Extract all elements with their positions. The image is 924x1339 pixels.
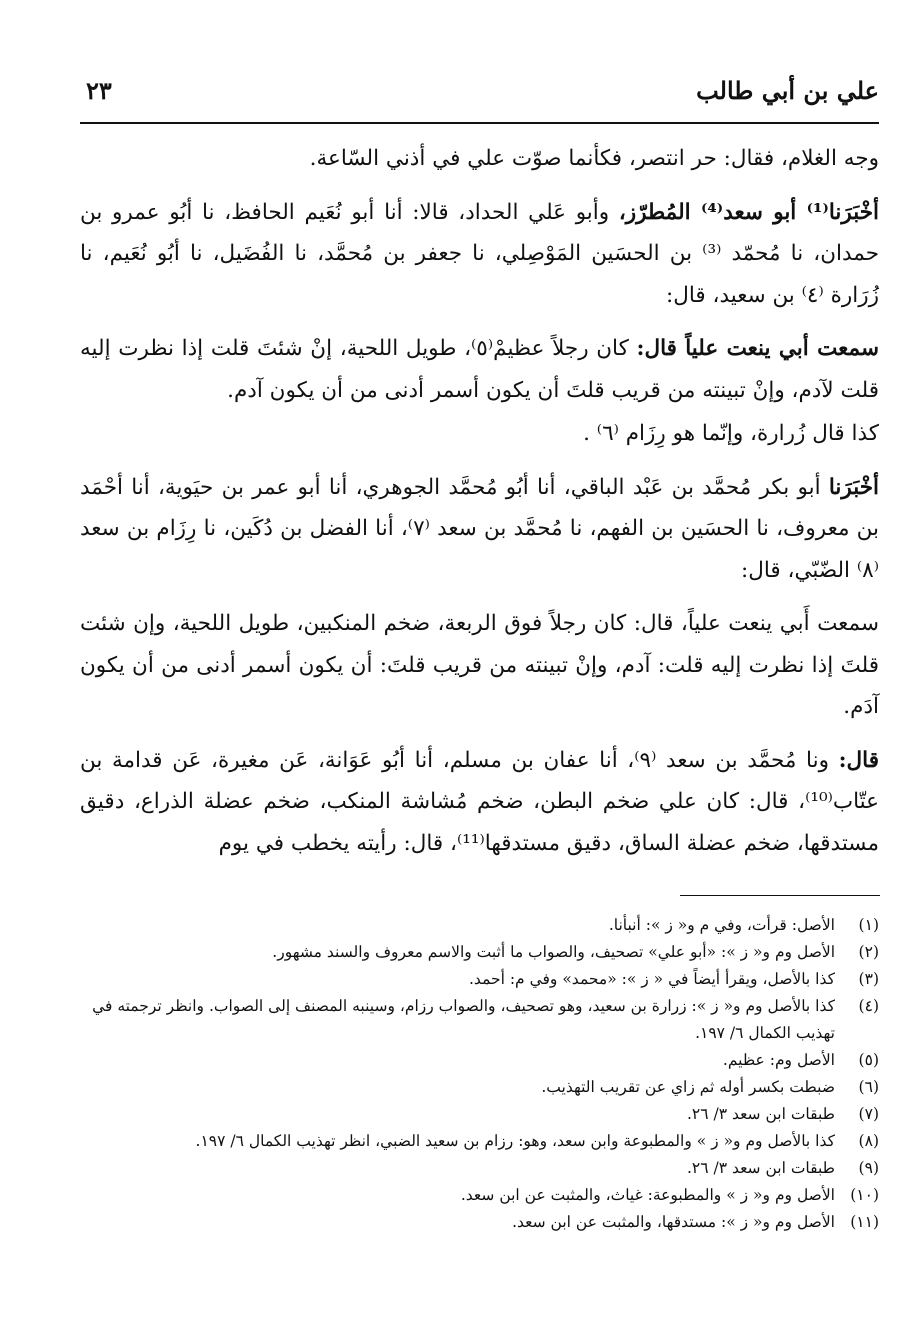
running-title: علي بن أبي طالب (696, 76, 879, 105)
footnote (80, 1209, 879, 1236)
paragraph-lead: سمعت أبي ينعت علياً قال: (636, 336, 879, 361)
paragraph (80, 603, 879, 728)
footnote-number: (١١) (850, 1213, 879, 1231)
paragraph (80, 138, 879, 180)
paragraph (80, 467, 879, 592)
footnote-number: (١٠) (850, 1186, 879, 1204)
footnote-text: كذا بالأصل وم و« ز »: زرارة بن سعيد، وهو تصحيف، والصواب رزام، وسينبه المصنف إلى الصواب. وانظر ترجمته في تهذيب الكمال ٦/ ١٩٧. (92, 997, 835, 1042)
paragraph-lead: أخْبَرَنا⁽¹⁾ أبو سعد⁽⁴⁾ المُطرّز، (618, 199, 880, 225)
paragraph-text: سمعت أَبي ينعت علياً، قال: كان رجلاً فوق الربعة، ضخم المنكبين، طويل اللحية، وإن شئت قلتَ إذا نظرت إليه قلت: آدم، وإنْ تبينته من قريب قلتَ: أن يكون أسمر أدنى من أن يكون آدَم. (80, 611, 879, 719)
main-text (80, 138, 879, 876)
footnote (80, 966, 879, 993)
paragraph-text: وجه الغلام، فقال: حر انتصر، فكأنما صوّت علي في أذني السّاعة. (309, 146, 879, 171)
paragraph-lead: قال: (838, 747, 879, 773)
paragraph-text: وأبو عَلي الحداد، قالا: أنا أبو نُعَيم الحافظ، نا أبُو عمرو بن حمدان، نا مُحمّد ⁽³⁾ بن الحسَين المَوْصِلي، نا جعفر بن مُحمَّد، نا الفُضَيل، نا أبُو نُعَيم، نا زُرَارة ⁽٤⁾ بن سعيد، قال: (80, 199, 879, 308)
footnote-text: الأصل وم و« ز »: «أبو علي» تصحيف، والصواب ما أثبت والاسم معروف والسند مشهور. (272, 943, 835, 961)
paragraph-text: كذا قال زُرارة، وإنّما هو رِزَام ⁽٦⁾ . (583, 421, 879, 446)
footnote (80, 912, 879, 939)
footnote-number: (٥) (858, 1051, 879, 1069)
footnote (80, 1047, 879, 1074)
footnote-text: طبقات ابن سعد ٣/ ٢٦. (686, 1105, 835, 1123)
footnote (80, 1101, 879, 1128)
running-header (80, 72, 879, 116)
footnotes (80, 912, 879, 1236)
paragraph-text: كان رجلاً عظيمْ⁽٥⁾، طويل اللحية، إنْ شئتَ قلت إذا نظرت إليه قلت لآدم، وإنْ تبينته من قريب قلتَ أن يكون أسمر أدنى من أن يكون آدم. (80, 336, 879, 403)
paragraph (80, 328, 879, 411)
page-number: ٢٣ (86, 76, 112, 105)
footnote (80, 1128, 879, 1155)
footnote-number: (١) (858, 916, 879, 934)
footnote (80, 993, 879, 1047)
footnote-text: الأصل وم و« ز » والمطبوعة: غياث، والمثبت عن ابن سعد. (460, 1186, 835, 1204)
header-rule (80, 122, 879, 124)
footnote-text: الأصل: قرأت، وفي م و« ز »: أنبأنا. (608, 916, 835, 934)
footnote-number: (٦) (858, 1078, 879, 1096)
footnote-number: (٢) (858, 943, 879, 961)
footnote (80, 939, 879, 966)
footnote-separator (680, 895, 880, 896)
footnote-text: كذا بالأصل، ويقرأ أيضاً في « ز »: «محمد» وفي م: أحمد. (469, 970, 835, 988)
footnote (80, 1155, 879, 1182)
paragraph-lead: أخْبَرَنا (828, 474, 879, 500)
footnote-text: طبقات ابن سعد ٣/ ٢٦. (686, 1159, 835, 1177)
footnote-number: (٤) (858, 997, 879, 1015)
paragraph-text: أبو بكر مُحمَّد بن عَبْد الباقي، أنا أبُو مُحمَّد الجوهري، أنا أبو عمر بن حيَوية، أنا أحْمَد بن معروف، نا الحسَين بن الفهم، نا مُحمَّد بن سعد ⁽٧⁾، أنا الفضل بن دُكَين، نا رِزَام بن سعد ⁽٨⁾ الضّبّي، قال: (80, 474, 879, 583)
footnote-text: الأصل وم: عظيم. (722, 1051, 835, 1069)
paragraph (80, 413, 879, 455)
paragraph (80, 192, 879, 317)
paragraph (80, 740, 879, 865)
paragraph-text: ونا مُحمَّد بن سعد ⁽٩⁾، أنا عفان بن مسلم، أنا أبُو عَوَانة، عَن مغيرة، عَن قدامة بن عتّاب⁽¹⁰⁾، قال: كان علي ضخم البطن، ضخم مُشاشة المنكب، ضخم عضلة الذراع، دقيق مستدقها، ضخم عضلة الساق، دقيق مستدقها⁽¹¹⁾، قال: رأيته يخطب في يوم (80, 747, 879, 856)
footnote-number: (٣) (858, 970, 879, 988)
footnote-number: (٧) (858, 1105, 879, 1123)
footnote-text: كذا بالأصل وم و« ز » والمطبوعة وابن سعد، وهو: رزام بن سعيد الضبي، انظر تهذيب الكمال ٦/ ١٩٧. (195, 1132, 835, 1150)
footnote (80, 1182, 879, 1209)
footnote-number: (٩) (858, 1159, 879, 1177)
footnote-text: الأصل وم و« ز »: مستدقها، والمثبت عن ابن سعد. (512, 1213, 835, 1231)
footnote-text: ضبطت بكسر أوله ثم زاي عن تقريب التهذيب. (541, 1078, 835, 1096)
footnote-number: (٨) (858, 1132, 879, 1150)
footnote (80, 1074, 879, 1101)
